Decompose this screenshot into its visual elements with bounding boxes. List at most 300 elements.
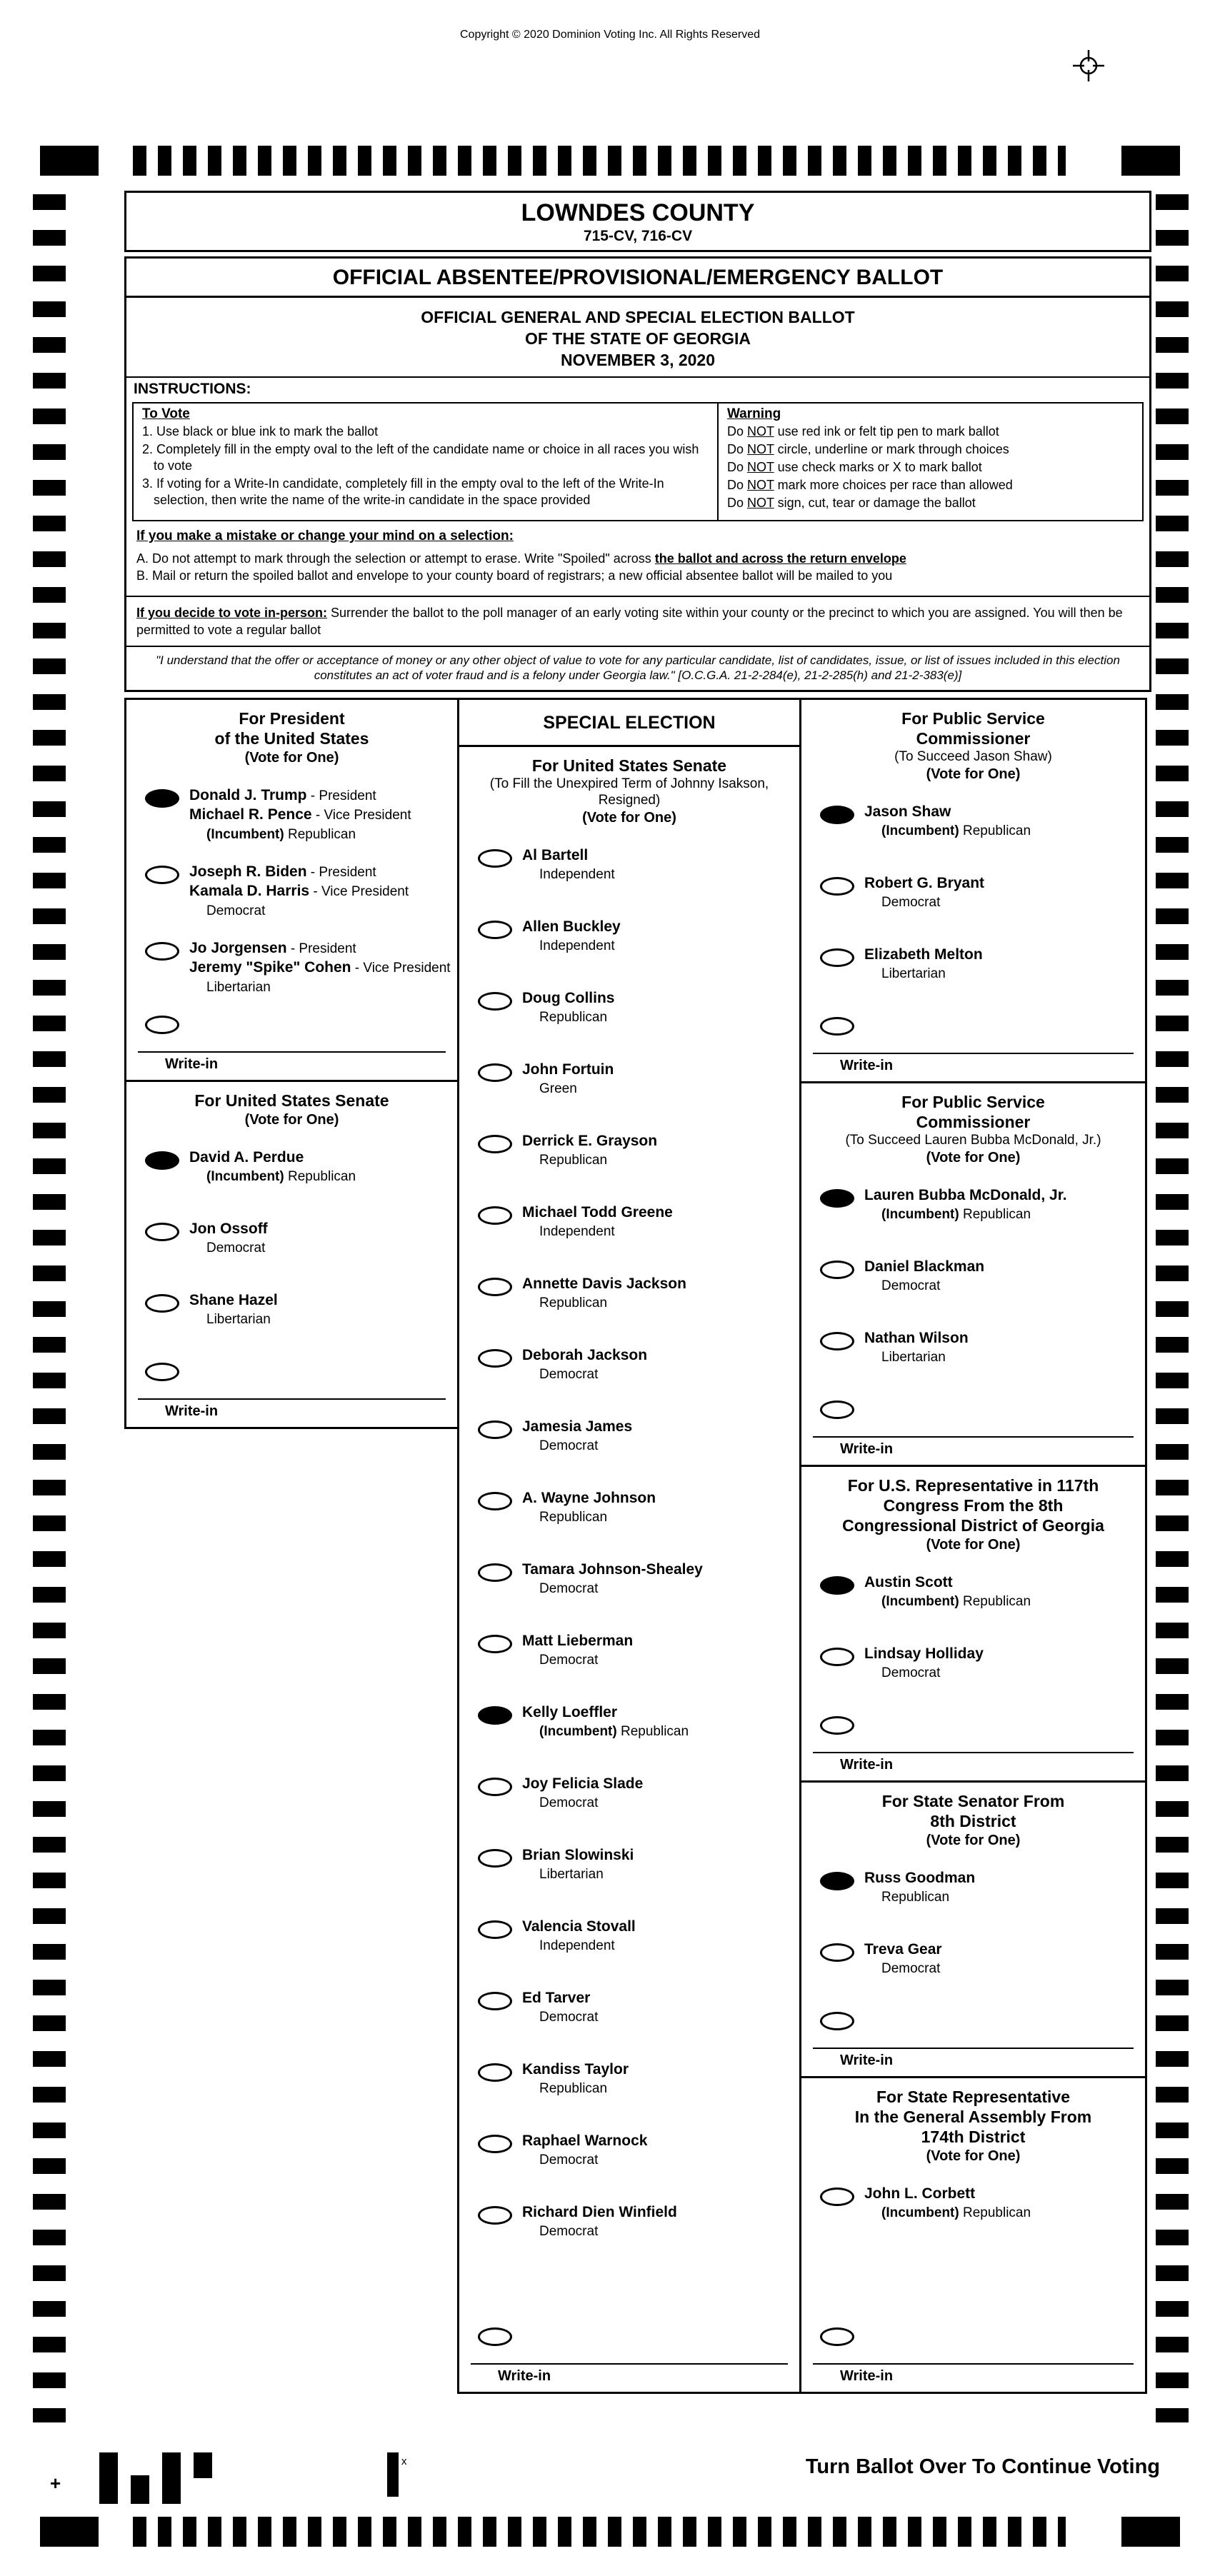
candidate-party: Democrat (539, 1581, 599, 1596)
contest (801, 700, 1145, 1081)
candidate-text (522, 1061, 614, 1097)
candidate-name (189, 939, 451, 958)
candidate-name (522, 1203, 673, 1222)
ballot-oval[interactable] (478, 1706, 512, 1725)
candidate-row (126, 772, 457, 848)
write-in-section (126, 1001, 457, 1080)
candidate-name-text: Allen Buckley (522, 918, 621, 935)
ballot-oval[interactable] (478, 1635, 512, 1653)
candidate-party: Libertarian (881, 966, 946, 981)
incumbent-label: (Incumbent) (206, 827, 284, 842)
ballot-oval[interactable] (145, 1223, 179, 1241)
candidate-party: Republican (539, 1153, 608, 1168)
warning-item (727, 424, 1134, 440)
timing-marks-right-column (1156, 194, 1189, 2422)
candidate-text (522, 1489, 656, 1525)
candidate-text (864, 1258, 984, 1294)
write-in-label: Write-in (840, 2053, 894, 2068)
candidate-party: Republican (539, 1295, 608, 1310)
ballot-page (124, 191, 1151, 2394)
candidate-name-text: Jon Ossoff (189, 1221, 268, 1237)
text-segment: Do (726, 442, 747, 456)
write-in-section (126, 1348, 457, 1427)
ballot-oval[interactable] (478, 1420, 512, 1439)
candidate-name-text: Joy Felicia Slade (522, 1775, 644, 1792)
candidate-name (189, 1220, 268, 1238)
candidate-row (459, 1975, 799, 2046)
ballot-oval[interactable] (820, 806, 854, 824)
candidate-name-text: Matt Lieberman (522, 1633, 634, 1649)
contests-area (124, 698, 1151, 2394)
vote-for-label: (Vote for One) (244, 1112, 339, 1128)
candidate-party (881, 1593, 1031, 1610)
candidate-row (801, 1172, 1145, 1243)
candidate-name-text: Brian Slowinski (522, 1847, 634, 1863)
contest-title: For U.S. Representative in 117th (847, 1476, 1099, 1495)
write-in-oval-row (801, 1702, 1145, 1742)
candidate-name-text: Joseph R. Biden (189, 863, 307, 880)
ballot-oval[interactable] (820, 877, 854, 896)
contest-header (801, 1083, 1145, 1172)
warning-item (727, 459, 1134, 476)
contest (801, 1081, 1145, 1465)
candidate-text (522, 1275, 686, 1311)
candidate-name (189, 1148, 356, 1167)
timing-marks-row (133, 2517, 1066, 2547)
candidate-name (864, 946, 983, 964)
timing-marks-left-column (33, 194, 66, 2422)
candidate-text (864, 1940, 942, 1977)
ballot-oval[interactable] (478, 992, 512, 1011)
candidate-name-text: Kandiss Taylor (522, 2061, 629, 2078)
instructions-label: INSTRUCTIONS: (126, 376, 1149, 402)
warning-item (727, 477, 1134, 493)
write-in-oval[interactable] (145, 1016, 179, 1034)
candidate-name (522, 918, 621, 936)
candidate-row (459, 1760, 799, 1832)
contest-title: For United States Senate (531, 756, 727, 775)
candidate-row (459, 975, 799, 1046)
candidate-name (522, 2203, 677, 2222)
timing-mark-block (40, 2517, 99, 2547)
timing-mark-block (1121, 2517, 1180, 2547)
contest-title: of the United States (214, 729, 369, 748)
election-title-line: NOVEMBER 3, 2020 (560, 351, 716, 369)
candidate-party (881, 1206, 1067, 1223)
candidate-party: Republican (539, 1010, 608, 1025)
county-header-box (124, 191, 1151, 252)
registration-plus-mark: + (50, 2472, 61, 2494)
write-in-oval[interactable] (820, 2327, 854, 2346)
write-in-oval[interactable] (478, 2327, 512, 2346)
candidate-name-text: John L. Corbett (864, 2185, 976, 2202)
write-in-oval-row (459, 2313, 799, 2353)
write-in-oval-row (801, 2313, 1145, 2353)
candidate-party (206, 1168, 356, 1185)
candidate-row (459, 832, 799, 903)
candidate-name-text: Elizabeth Melton (864, 946, 983, 963)
write-in-oval-row (126, 1001, 457, 1041)
candidate-name (522, 2132, 647, 2150)
candidate-text (522, 2203, 677, 2240)
candidate-row (801, 1315, 1145, 1386)
ballot-oval[interactable] (820, 1189, 854, 1208)
timing-marks-row (133, 146, 1066, 176)
candidate-office-suffix: - President (286, 941, 356, 956)
timing-mark (162, 2452, 181, 2504)
write-in-label: Write-in (840, 1058, 894, 1073)
to-vote-item: 2. Completely fill in the empty oval to the left of the candidate name or choice in all races you wish to vote (142, 442, 699, 473)
text-segment: mark more choices per race than allowed (774, 478, 1013, 492)
ballot-oval[interactable] (478, 849, 512, 868)
candidate-row (459, 2118, 799, 2189)
ballot-oval[interactable] (478, 1563, 512, 1582)
candidate-name-text: Donald J. Trump (189, 787, 307, 803)
write-in-oval[interactable] (820, 2012, 854, 2030)
text-segment: B. Mail or return the spoiled ballot and envelope to your county board of registrars; a new official absentee ballot will be mailed to you (136, 568, 893, 583)
contest-title: For President (239, 709, 345, 728)
write-in-label: Write-in (840, 1757, 894, 1773)
write-in-oval-row (801, 1003, 1145, 1043)
write-in-label: Write-in (165, 1403, 219, 1419)
contest (126, 700, 457, 1080)
incumbent-label: (Incumbent) (881, 823, 959, 838)
candidate-text (864, 803, 1031, 839)
candidate-party: Independent (539, 938, 615, 953)
candidate-text (522, 1560, 703, 1597)
write-in-oval-row (126, 1348, 457, 1388)
contest (459, 747, 799, 2392)
election-title-line: OFFICIAL GENERAL AND SPECIAL ELECTION BALLOT (421, 308, 855, 326)
mistake-section (126, 521, 1149, 590)
timing-mark-block (1121, 146, 1180, 176)
candidate-name-text: John Fortuin (522, 1061, 614, 1078)
text-segment: NOT (746, 496, 774, 510)
candidate-row (801, 1630, 1145, 1702)
candidate-row (801, 1855, 1145, 1926)
candidate-text (522, 918, 621, 954)
candidate-row (459, 1403, 799, 1475)
candidate-text (522, 1846, 634, 1883)
ballot-type-title: OFFICIAL ABSENTEE/PROVISIONAL/EMERGENCY BALLOT (126, 259, 1149, 298)
candidate-party: Democrat (206, 903, 266, 918)
candidate-row (459, 1118, 799, 1189)
contest-title: For Public Service (901, 709, 1045, 728)
candidate-name (522, 1989, 598, 2008)
ballot-oval[interactable] (478, 1349, 512, 1368)
ballot-oval[interactable] (145, 942, 179, 961)
candidate-party: Democrat (881, 895, 941, 910)
ballot-column-3 (799, 698, 1147, 2394)
candidate-text (522, 1203, 673, 1240)
candidate-name (522, 1346, 647, 1365)
candidate-office-suffix: - President (306, 788, 376, 803)
candidate-name-text: Shane Hazel (189, 1292, 278, 1308)
candidate-row (459, 1832, 799, 1903)
ballot-oval[interactable] (478, 1920, 512, 1939)
candidate-name-text: Daniel Blackman (864, 1258, 985, 1275)
vote-for-label: (Vote for One) (926, 1833, 1021, 1848)
candidate-row (126, 1277, 457, 1348)
candidate-text (189, 939, 451, 996)
write-in-label: Write-in (498, 2368, 551, 2384)
candidate-row (459, 1189, 799, 1261)
party-name: Republican (959, 2205, 1031, 2220)
warning-item (727, 441, 1134, 458)
contest-title: For United States Senate (194, 1091, 389, 1110)
ballot-oval[interactable] (478, 1992, 512, 2010)
mistake-list (136, 550, 1139, 584)
candidate-office-suffix: - Vice President (311, 808, 411, 823)
candidate-name (522, 1061, 614, 1079)
ballot-oval[interactable] (820, 2187, 854, 2206)
text-segment: Do (726, 460, 747, 474)
candidate-row (126, 848, 457, 925)
vote-for-label: (Vote for One) (926, 2148, 1021, 2164)
incumbent-label: (Incumbent) (206, 1169, 284, 1184)
to-vote-warning-box (132, 402, 1144, 521)
ballot-oval[interactable] (478, 1849, 512, 1868)
county-name: LOWNDES COUNTY (521, 199, 755, 226)
candidate-text (864, 874, 984, 911)
contest-subtitle: (To Fill the Unexpired Term of Johnny Isakson, Resigned) (489, 776, 769, 808)
candidate-text (522, 1989, 598, 2025)
candidate-name-text: Jo Jorgensen (189, 940, 287, 956)
candidate-party: Democrat (539, 1367, 599, 1382)
party-name: Republican (284, 827, 356, 842)
candidate-name-text: Annette Davis Jackson (522, 1276, 686, 1292)
in-person-heading: If you decide to vote in-person: (136, 606, 328, 620)
candidate-name (189, 863, 409, 882)
candidate-text (522, 2060, 629, 2097)
ballot-oval[interactable] (478, 2206, 512, 2225)
candidate-row (459, 1261, 799, 1332)
candidate-row (459, 1903, 799, 1975)
ballot-oval[interactable] (478, 2135, 512, 2153)
warning-item (727, 495, 1134, 511)
ballot-oval[interactable] (145, 789, 179, 808)
text-segment: Do (726, 478, 747, 492)
ballot-oval[interactable] (478, 1063, 512, 1082)
candidate-party: Independent (539, 1224, 615, 1239)
text-segment: Do (726, 496, 747, 510)
candidate-party: Libertarian (881, 1350, 946, 1365)
ballot-oval[interactable] (478, 1778, 512, 1796)
write-in-oval[interactable] (145, 1363, 179, 1381)
incumbent-label: (Incumbent) (881, 1594, 959, 1609)
candidate-party: Republican (881, 1890, 950, 1905)
candidate-name-text: Richard Dien Winfield (522, 2204, 677, 2220)
write-in-oval[interactable] (820, 1716, 854, 1735)
copyright-text: Copyright © 2020 Dominion Voting Inc. All Rights Reserved (459, 29, 760, 41)
candidate-party: Democrat (539, 1795, 599, 1810)
ballot-oval[interactable] (820, 1332, 854, 1350)
candidate-name (522, 1846, 634, 1865)
candidate-text (189, 1148, 356, 1185)
contest-title: For State Representative (876, 2088, 1070, 2106)
candidate-name-text: Austin Scott (864, 1574, 953, 1590)
candidate-name (522, 1703, 689, 1722)
ballot-oval[interactable] (820, 1943, 854, 1962)
vote-for-label: (Vote for One) (926, 1537, 1021, 1553)
candidate-name-text: Michael Todd Greene (522, 1204, 673, 1221)
candidate-name-text: Kelly Loeffler (522, 1704, 618, 1720)
candidate-name-text: Nathan Wilson (864, 1330, 969, 1346)
candidate-party: Democrat (881, 1665, 941, 1680)
candidate-row (801, 2170, 1145, 2242)
timing-mark (194, 2452, 212, 2478)
candidate-name-text: Lindsay Holliday (864, 1645, 984, 1662)
candidate-office-suffix: - Vice President (309, 884, 409, 899)
write-in-section (801, 1998, 1145, 2076)
write-in-oval-row (801, 1998, 1145, 2038)
candidate-row (459, 1475, 799, 1546)
in-person-text: Surrender the ballot to the poll manager of an early voting site within your county or the precinct to which you are assigned. You will then be permitted to vote a regular ballot (136, 606, 1123, 637)
candidate-name (864, 1329, 969, 1348)
ballot-oval[interactable] (145, 866, 179, 884)
candidate-text (189, 1291, 278, 1328)
ballot-oval[interactable] (478, 1278, 512, 1296)
ballot-oval[interactable] (820, 1648, 854, 1666)
warning-list (727, 424, 1134, 511)
ballot-oval[interactable] (820, 1576, 854, 1595)
candidate-name (522, 1489, 656, 1508)
candidate-name-text: Derrick E. Grayson (522, 1133, 658, 1149)
timing-mark (99, 2452, 118, 2504)
candidate-row (459, 2046, 799, 2118)
vote-for-label: (Vote for One) (926, 1150, 1021, 1166)
write-in-oval[interactable] (820, 1400, 854, 1419)
to-vote-column (134, 404, 719, 520)
candidate-party: Democrat (539, 2152, 599, 2167)
candidate-name (522, 1918, 636, 1936)
timing-mark (131, 2475, 149, 2504)
candidate-text (864, 1869, 975, 1905)
candidate-text (522, 1632, 633, 1668)
candidate-name-text: Jeremy "Spike" Cohen (189, 959, 351, 976)
ballot-oval[interactable] (820, 948, 854, 967)
candidate-name (522, 846, 615, 865)
party-name: Republican (959, 1207, 1031, 1222)
candidate-row (126, 1134, 457, 1206)
candidate-name (522, 1775, 643, 1793)
incumbent-label: (Incumbent) (881, 1207, 959, 1222)
candidate-text (522, 1775, 643, 1811)
contest (801, 2076, 1145, 2392)
candidate-name (522, 2060, 629, 2079)
candidate-name-text: Valencia Stovall (522, 1918, 636, 1935)
candidate-name-text: Al Bartell (522, 847, 589, 863)
vote-for-label: (Vote for One) (244, 750, 339, 766)
candidate-text (522, 1132, 657, 1168)
candidate-name-text: A. Wayne Johnson (522, 1490, 656, 1506)
candidate-name-text: Ed Tarver (522, 1990, 591, 2006)
candidate-row (126, 925, 457, 1001)
candidate-party: Libertarian (206, 980, 271, 995)
text-segment: NOT (746, 460, 774, 474)
candidate-name (522, 1275, 686, 1293)
ballot-oval[interactable] (478, 1135, 512, 1153)
write-in-section (801, 1702, 1145, 1780)
candidate-name-text: Lauren Bubba McDonald, Jr. (864, 1187, 1067, 1203)
party-name: Republican (284, 1169, 356, 1184)
candidate-name-text: Doug Collins (522, 990, 615, 1006)
candidate-party: Libertarian (206, 1312, 271, 1327)
candidate-row (126, 1206, 457, 1277)
contest-title: Commissioner (916, 729, 1031, 748)
registration-crosshair-icon (1071, 49, 1106, 83)
candidate-name (522, 1132, 657, 1151)
candidate-text (522, 1418, 632, 1454)
ballot-column-2 (457, 698, 801, 2394)
ballot-oval[interactable] (145, 1294, 179, 1313)
candidate-name-text: Jamesia James (522, 1418, 633, 1435)
candidate-text (864, 1186, 1067, 1223)
write-in-oval-row (801, 1386, 1145, 1426)
contest-title: Commissioner (916, 1113, 1031, 1131)
candidate-name-text: David A. Perdue (189, 1149, 304, 1166)
text-segment: sign, cut, tear or damage the ballot (774, 496, 976, 510)
candidate-row (459, 1332, 799, 1403)
candidate-row (801, 1926, 1145, 1998)
incumbent-label: (Incumbent) (539, 1724, 617, 1739)
ballot-oval[interactable] (820, 1872, 854, 1890)
contest-subtitle: (To Succeed Lauren Bubba McDonald, Jr.) (845, 1133, 1101, 1148)
candidate-name (864, 803, 1031, 821)
ballot-oval[interactable] (478, 921, 512, 939)
candidate-text (864, 1329, 969, 1365)
candidate-office-suffix: - President (306, 865, 376, 880)
text-segment: A. Do not attempt to mark through the selection or attempt to erase. Write "Spoiled" across (136, 551, 655, 566)
contest-header (801, 700, 1145, 788)
write-in-oval[interactable] (820, 1017, 854, 1036)
candidate-name (864, 1645, 984, 1663)
mistake-heading: If you make a mistake or change your mind on a selection: (136, 528, 514, 543)
contest (126, 1080, 457, 1427)
candidate-row (459, 1689, 799, 1760)
candidate-name (864, 1186, 1067, 1205)
candidate-name-text: Kamala D. Harris (189, 883, 310, 899)
candidate-name-text: Tamara Johnson-Shealey (522, 1561, 703, 1578)
ballot-oval[interactable] (478, 1206, 512, 1225)
ballot-oval[interactable] (478, 1492, 512, 1510)
candidate-party: Democrat (539, 1438, 599, 1453)
candidate-party: Democrat (881, 1278, 941, 1293)
ballot-oval[interactable] (820, 1261, 854, 1279)
party-name: Republican (959, 823, 1031, 838)
candidate-name (189, 958, 451, 978)
incumbent-label: (Incumbent) (881, 2205, 959, 2220)
candidate-name-text: Raphael Warnock (522, 2133, 648, 2149)
candidate-name (864, 1258, 984, 1276)
candidate-row (801, 1243, 1145, 1315)
ballot-style-codes: 715-CV, 716-CV (583, 228, 693, 244)
warning-column (719, 404, 1142, 520)
contest-header (126, 700, 457, 772)
candidate-row (801, 1559, 1145, 1630)
ballot-oval[interactable] (145, 1151, 179, 1170)
ballot-oval[interactable] (478, 2063, 512, 2082)
candidate-party: Green (539, 1081, 577, 1096)
text-segment: Do (726, 424, 747, 438)
candidate-party (206, 826, 411, 843)
candidate-name (522, 1418, 632, 1436)
write-in-label: Write-in (840, 2368, 894, 2384)
candidate-name (864, 1940, 942, 1959)
contest-header (459, 747, 799, 832)
candidate-party (539, 1723, 689, 1740)
contest-title: For State Senator From (881, 1792, 1065, 1810)
